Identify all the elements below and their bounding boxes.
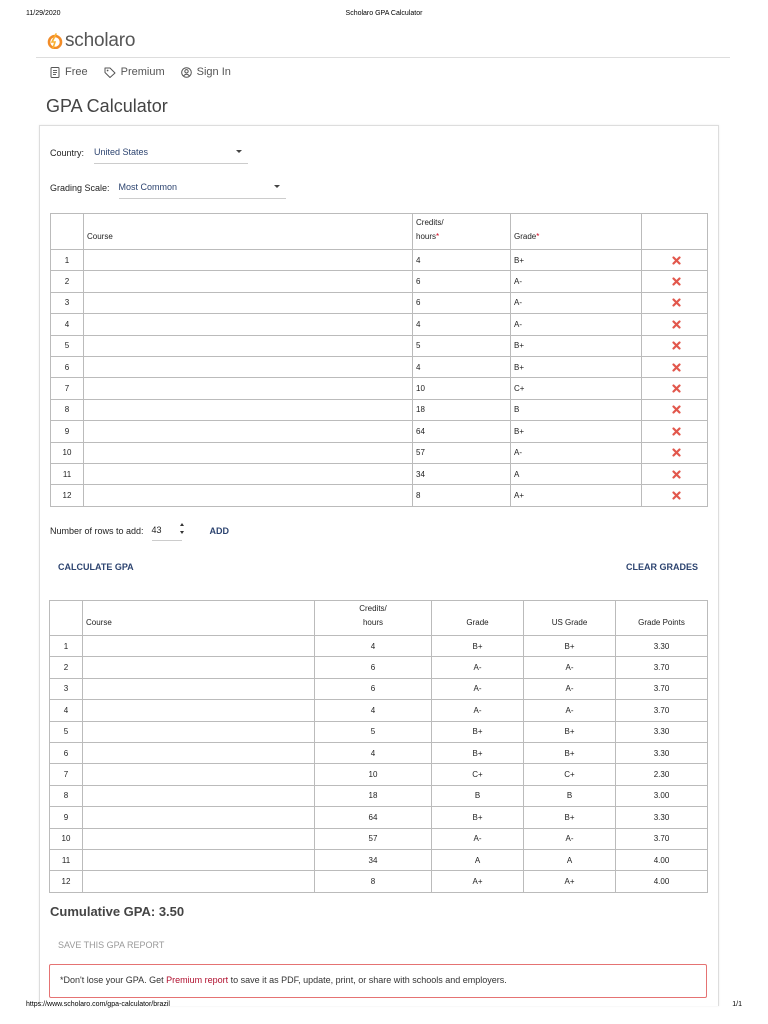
user-circle-icon	[181, 67, 192, 78]
course-input-table	[50, 213, 708, 507]
delete-cell	[642, 399, 708, 420]
delete-x-icon[interactable]	[645, 320, 707, 329]
grade-select[interactable]: A+	[511, 485, 642, 506]
delete-x-icon[interactable]	[645, 405, 707, 414]
result-header-credits	[315, 601, 432, 636]
result-grade: B+	[432, 742, 524, 763]
row-number: 10	[51, 442, 84, 463]
course-row	[51, 485, 708, 506]
result-credits: 10	[315, 764, 432, 785]
row-number: 4	[51, 314, 84, 335]
row-number: 5	[50, 721, 83, 742]
result-grade: A-	[432, 700, 524, 721]
row-number: 6	[51, 356, 84, 377]
clear-grades-button[interactable]: CLEAR GRADES	[625, 562, 698, 572]
credits-input[interactable]: 6	[413, 292, 511, 313]
scholaro-logo-icon	[47, 33, 63, 49]
header-course: Course	[84, 214, 413, 250]
course-row	[51, 292, 708, 313]
grade-select[interactable]: A-	[511, 442, 642, 463]
result-us-grade: C+	[524, 764, 616, 785]
delete-x-icon[interactable]	[645, 363, 707, 372]
course-row	[51, 421, 708, 442]
print-title: Scholaro GPA Calculator	[345, 10, 423, 17]
credits-input[interactable]: 4	[413, 314, 511, 335]
delete-cell	[642, 463, 708, 484]
course-name-input[interactable]	[84, 271, 413, 292]
calculate-gpa-button[interactable]: CALCULATE GPA	[58, 562, 134, 572]
print-date: 11/29/2020	[26, 10, 61, 17]
result-course	[83, 785, 315, 806]
course-row	[51, 314, 708, 335]
result-credits: 64	[315, 807, 432, 828]
rows-to-add	[50, 520, 229, 541]
grading-scale-select[interactable]	[119, 176, 286, 199]
result-grade: C+	[432, 764, 524, 785]
result-grade-points: 4.00	[616, 849, 708, 870]
credits-input[interactable]: 4	[413, 250, 511, 271]
delete-cell	[642, 421, 708, 442]
grade-select[interactable]: C+	[511, 378, 642, 399]
grading-scale-label: Grading Scale:	[50, 182, 110, 193]
row-number: 10	[50, 828, 83, 849]
required-marker: *	[536, 232, 540, 241]
result-us-grade: B+	[524, 721, 616, 742]
result-course	[83, 636, 315, 657]
result-credits: 4	[315, 700, 432, 721]
header-grade	[511, 214, 642, 250]
grade-select[interactable]: A	[511, 463, 642, 484]
grade-select[interactable]: A-	[511, 271, 642, 292]
result-row	[50, 700, 708, 721]
result-grade-points: 3.70	[616, 700, 708, 721]
result-course	[83, 678, 315, 699]
grade-select[interactable]: B+	[511, 421, 642, 442]
header-grade-label: Grade	[514, 232, 537, 241]
result-us-grade: B+	[524, 742, 616, 763]
row-number: 12	[51, 485, 84, 506]
row-number: 2	[51, 271, 84, 292]
delete-cell	[642, 485, 708, 506]
header-credits-line1: Credits/	[416, 218, 444, 227]
credits-input[interactable]: 18	[413, 399, 511, 420]
row-number: 11	[50, 849, 83, 870]
tag-icon	[104, 67, 116, 78]
course-name-input[interactable]	[84, 356, 413, 377]
result-header-grade-points: Grade Points	[616, 601, 708, 636]
row-number: 12	[50, 871, 83, 892]
delete-x-icon[interactable]	[645, 448, 707, 457]
delete-cell	[642, 335, 708, 356]
course-name-input[interactable]	[84, 485, 413, 506]
notice-text-before: *Don't lose your GPA. Get	[60, 975, 167, 985]
delete-x-icon[interactable]	[645, 277, 707, 286]
header-number	[51, 214, 84, 250]
result-header-course: Course	[83, 601, 315, 636]
course-row	[51, 356, 708, 377]
result-credits: 18	[315, 785, 432, 806]
nav-signin-label: Sign In	[196, 66, 231, 78]
credits-input[interactable]: 4	[413, 356, 511, 377]
result-grade: B+	[432, 636, 524, 657]
rows-to-add-input[interactable]	[152, 520, 182, 541]
result-row	[50, 785, 708, 806]
result-grade-points: 3.70	[616, 678, 708, 699]
row-number: 4	[50, 700, 83, 721]
grade-select[interactable]: B+	[511, 356, 642, 377]
nav-free-label: Free	[65, 66, 88, 78]
document-icon	[50, 67, 60, 78]
credits-input[interactable]: 6	[413, 271, 511, 292]
chevron-down-icon	[274, 185, 280, 188]
result-credits: 8	[315, 871, 432, 892]
required-marker: *	[436, 232, 440, 241]
delete-cell	[642, 356, 708, 377]
premium-notice-text	[60, 975, 507, 985]
result-credits: 5	[315, 721, 432, 742]
credits-input[interactable]: 34	[413, 463, 511, 484]
result-course	[83, 657, 315, 678]
result-grade: A	[432, 849, 524, 870]
result-grade-points: 3.30	[616, 742, 708, 763]
result-us-grade: A-	[524, 657, 616, 678]
result-grade: A-	[432, 657, 524, 678]
row-number: 6	[50, 742, 83, 763]
result-grade-points: 3.30	[616, 807, 708, 828]
credits-input[interactable]: 64	[413, 421, 511, 442]
result-row	[50, 764, 708, 785]
course-row	[51, 399, 708, 420]
country-value: United States	[94, 147, 149, 157]
header-credits	[413, 214, 511, 250]
delete-cell	[642, 442, 708, 463]
chevron-down-icon	[236, 150, 242, 153]
result-grade: B+	[432, 721, 524, 742]
header-divider	[36, 57, 730, 58]
result-row	[50, 657, 708, 678]
country-select[interactable]	[94, 141, 248, 164]
credits-input[interactable]: 8	[413, 485, 511, 506]
nav-free[interactable]	[50, 66, 88, 78]
result-credits: 4	[315, 636, 432, 657]
gpa-result-table	[49, 600, 708, 893]
delete-cell	[642, 250, 708, 271]
result-header-us-grade: US Grade	[524, 601, 616, 636]
nav-premium-label: Premium	[120, 66, 165, 78]
grade-select[interactable]: B+	[511, 250, 642, 271]
row-number: 2	[50, 657, 83, 678]
result-us-grade: B+	[524, 636, 616, 657]
result-grade: B	[432, 785, 524, 806]
result-grade-points: 3.30	[616, 721, 708, 742]
result-grade: B+	[432, 807, 524, 828]
result-course	[83, 807, 315, 828]
delete-x-icon[interactable]	[645, 427, 707, 436]
result-grade-points: 2.30	[616, 764, 708, 785]
delete-x-icon[interactable]	[645, 298, 707, 307]
course-name-input[interactable]	[84, 421, 413, 442]
row-number: 9	[51, 421, 84, 442]
nav-premium[interactable]	[104, 66, 165, 78]
row-number: 8	[50, 785, 83, 806]
premium-report-link[interactable]: Premium report	[166, 975, 229, 985]
result-credits: 4	[315, 742, 432, 763]
scholaro-logo[interactable]	[47, 30, 135, 52]
result-credits: 6	[315, 657, 432, 678]
row-number: 7	[51, 378, 84, 399]
result-row	[50, 678, 708, 699]
row-number: 1	[51, 250, 84, 271]
course-name-input[interactable]	[84, 335, 413, 356]
result-us-grade: A-	[524, 700, 616, 721]
result-header-credits-line2: hours	[362, 618, 383, 627]
country-label: Country:	[50, 147, 85, 158]
result-grade-points: 3.00	[616, 785, 708, 806]
result-row	[50, 742, 708, 763]
header-delete	[642, 214, 708, 250]
delete-cell	[642, 378, 708, 399]
cumulative-gpa: Cumulative GPA: 3.50	[50, 904, 185, 919]
course-name-input[interactable]	[84, 399, 413, 420]
result-course	[83, 742, 315, 763]
nav-signin[interactable]	[181, 66, 231, 78]
result-course	[83, 764, 315, 785]
row-number: 1	[50, 636, 83, 657]
add-rows-button[interactable]: ADD	[209, 525, 230, 536]
delete-x-icon[interactable]	[645, 491, 707, 500]
spinner-down-icon[interactable]	[180, 531, 184, 534]
result-grade: A+	[432, 871, 524, 892]
course-name-input[interactable]	[84, 292, 413, 313]
row-number: 3	[51, 292, 84, 313]
row-number: 11	[51, 463, 84, 484]
result-grade: A-	[432, 678, 524, 699]
credits-input[interactable]: 10	[413, 378, 511, 399]
credits-input[interactable]: 5	[413, 335, 511, 356]
result-row	[50, 636, 708, 657]
result-us-grade: B	[524, 785, 616, 806]
delete-cell	[642, 292, 708, 313]
print-header	[0, 10, 768, 22]
row-number: 5	[51, 335, 84, 356]
page-title: GPA Calculator	[46, 96, 168, 116]
course-name-input[interactable]	[84, 463, 413, 484]
result-header-credits-line1: Credits/	[359, 604, 387, 613]
result-course	[83, 871, 315, 892]
course-row	[51, 463, 708, 484]
premium-notice	[49, 964, 707, 998]
result-row	[50, 828, 708, 849]
result-course	[83, 849, 315, 870]
delete-x-icon[interactable]	[645, 384, 707, 393]
course-row	[51, 335, 708, 356]
print-url: https://www.scholaro.com/gpa-calculator/brazil	[26, 1001, 170, 1008]
save-report-button[interactable]: SAVE THIS GPA REPORT	[58, 940, 165, 950]
row-number: 3	[50, 678, 83, 699]
print-page-number: 1/1	[732, 1001, 742, 1008]
result-us-grade: B+	[524, 807, 616, 828]
result-header-number	[50, 601, 83, 636]
course-name-input[interactable]	[84, 250, 413, 271]
course-row	[51, 378, 708, 399]
result-credits: 57	[315, 828, 432, 849]
result-grade-points: 3.70	[616, 828, 708, 849]
course-name-input[interactable]	[84, 314, 413, 335]
delete-x-icon[interactable]	[645, 256, 707, 265]
delete-x-icon[interactable]	[645, 341, 707, 350]
row-number: 8	[51, 399, 84, 420]
top-nav	[50, 66, 247, 78]
course-row	[51, 271, 708, 292]
print-footer	[0, 1001, 768, 1013]
grade-select[interactable]: A-	[511, 292, 642, 313]
delete-x-icon[interactable]	[645, 470, 707, 479]
grade-select[interactable]: A-	[511, 314, 642, 335]
result-course	[83, 721, 315, 742]
result-credits: 6	[315, 678, 432, 699]
row-number: 7	[50, 764, 83, 785]
delete-cell	[642, 314, 708, 335]
rows-to-add-label: Number of rows to add:	[50, 525, 144, 536]
header-credits-line2: hours	[416, 232, 437, 241]
course-name-input[interactable]	[84, 442, 413, 463]
row-number: 9	[50, 807, 83, 828]
delete-cell	[642, 271, 708, 292]
result-header-grade: Grade	[432, 601, 524, 636]
rows-to-add-value: 43	[151, 525, 162, 535]
course-row	[51, 442, 708, 463]
result-credits: 34	[315, 849, 432, 870]
result-grade-points: 4.00	[616, 871, 708, 892]
result-row	[50, 721, 708, 742]
number-spinner	[180, 523, 184, 534]
result-us-grade: A-	[524, 828, 616, 849]
notice-text-after: to save it as PDF, update, print, or share with schools and employers.	[228, 975, 507, 985]
credits-input[interactable]: 57	[413, 442, 511, 463]
brand-name: scholaro	[65, 30, 136, 51]
result-row	[50, 807, 708, 828]
result-grade: A-	[432, 828, 524, 849]
course-name-input[interactable]	[84, 378, 413, 399]
result-row	[50, 871, 708, 892]
grade-select[interactable]: B	[511, 399, 642, 420]
result-grade-points: 3.70	[616, 657, 708, 678]
country-field	[50, 141, 248, 164]
grading-scale-value: Most Common	[118, 182, 178, 192]
spinner-up-icon[interactable]	[180, 523, 184, 526]
result-grade-points: 3.30	[616, 636, 708, 657]
result-course	[83, 828, 315, 849]
result-us-grade: A	[524, 849, 616, 870]
course-row	[51, 250, 708, 271]
result-us-grade: A-	[524, 678, 616, 699]
result-row	[50, 849, 708, 870]
grade-select[interactable]: B+	[511, 335, 642, 356]
grading-scale-field	[50, 176, 286, 199]
result-us-grade: A+	[524, 871, 616, 892]
result-course	[83, 700, 315, 721]
